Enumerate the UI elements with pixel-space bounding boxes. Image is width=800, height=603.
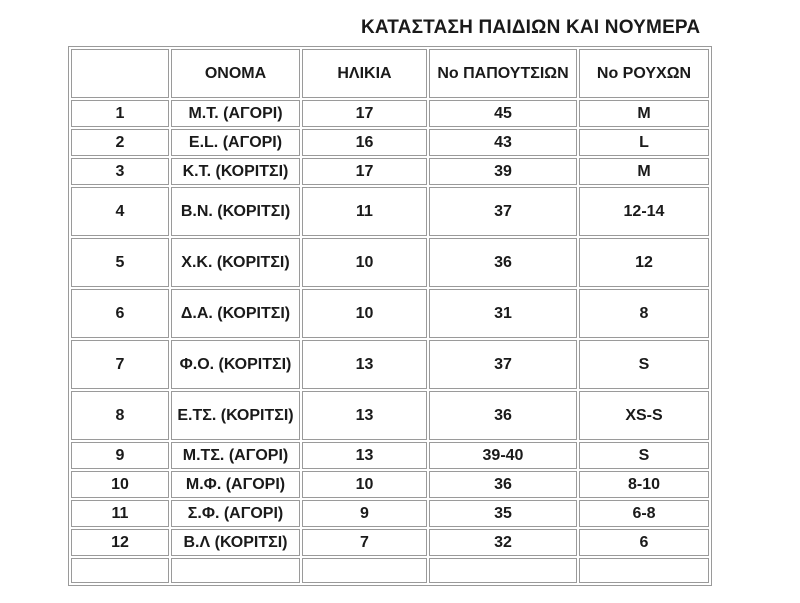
header-index: [71, 49, 169, 98]
row-shoe-size: 39: [429, 158, 577, 185]
row-shoe-size: 37: [429, 187, 577, 236]
table-row: [71, 187, 709, 236]
row-clothes-size: L: [579, 129, 709, 156]
table-row: [71, 442, 709, 469]
row-index: 9: [71, 442, 169, 469]
row-clothes-size: S: [579, 340, 709, 389]
row-age: 7: [302, 529, 427, 556]
row-name: [171, 558, 300, 583]
row-index: [71, 558, 169, 583]
table-header-row: [71, 49, 709, 98]
row-age: 13: [302, 391, 427, 440]
row-name: Β.Ν. (ΚΟΡΙΤΣΙ): [171, 187, 300, 236]
row-age: 13: [302, 340, 427, 389]
table-row: [71, 500, 709, 527]
row-name: Μ.Τ. (ΑΓΟΡΙ): [171, 100, 300, 127]
row-clothes-size: 12: [579, 238, 709, 287]
row-index: 5: [71, 238, 169, 287]
table-row: [71, 289, 709, 338]
row-index: 6: [71, 289, 169, 338]
row-index: 10: [71, 471, 169, 498]
row-name: Δ.Α. (ΚΟΡΙΤΣΙ): [171, 289, 300, 338]
row-shoe-size: 35: [429, 500, 577, 527]
row-age: 17: [302, 158, 427, 185]
row-shoe-size: 45: [429, 100, 577, 127]
row-age: [302, 558, 427, 583]
row-clothes-size: 6: [579, 529, 709, 556]
row-clothes-size: M: [579, 100, 709, 127]
table-row: [71, 100, 709, 127]
row-shoe-size: 43: [429, 129, 577, 156]
row-clothes-size: 6-8: [579, 500, 709, 527]
row-age: 10: [302, 471, 427, 498]
row-clothes-size: [579, 558, 709, 583]
header-name: ΟΝΟΜΑ: [171, 49, 300, 98]
row-name: Ε.L. (ΑΓΟΡΙ): [171, 129, 300, 156]
table-row: [71, 529, 709, 556]
header-age: ΗΛΙΚΙΑ: [302, 49, 427, 98]
table-row: [71, 158, 709, 185]
row-index: 12: [71, 529, 169, 556]
row-age: 17: [302, 100, 427, 127]
table-row: [71, 391, 709, 440]
row-shoe-size: 36: [429, 238, 577, 287]
row-shoe-size: 39-40: [429, 442, 577, 469]
row-clothes-size: S: [579, 442, 709, 469]
row-name: Σ.Φ. (ΑΓΟΡΙ): [171, 500, 300, 527]
row-name: Χ.Κ. (ΚΟΡΙΤΣΙ): [171, 238, 300, 287]
page-title: ΚΑΤΑΣΤΑΣΗ ΠΑΙΔΙΩΝ ΚΑΙ ΝΟΥΜΕΡΑ: [361, 17, 701, 38]
row-shoe-size: 36: [429, 471, 577, 498]
row-age: 13: [302, 442, 427, 469]
row-name: Ε.ΤΣ. (ΚΟΡΙΤΣΙ): [171, 391, 300, 440]
row-name: Β.Λ (ΚΟΡΙΤΣΙ): [171, 529, 300, 556]
row-clothes-size: XS-S: [579, 391, 709, 440]
table-row: [71, 129, 709, 156]
table-row: [71, 340, 709, 389]
table-row: [71, 238, 709, 287]
row-shoe-size: 31: [429, 289, 577, 338]
row-name: Μ.ΤΣ. (ΑΓΟΡΙ): [171, 442, 300, 469]
row-shoe-size: 32: [429, 529, 577, 556]
children-sizes-table: [68, 46, 712, 586]
header-clothes-size: No ΡΟΥΧΩΝ: [579, 49, 709, 98]
row-shoe-size: 36: [429, 391, 577, 440]
row-clothes-size: M: [579, 158, 709, 185]
row-index: 8: [71, 391, 169, 440]
row-name: Κ.Τ. (ΚΟΡΙΤΣΙ): [171, 158, 300, 185]
row-name: Φ.Ο. (ΚΟΡΙΤΣΙ): [171, 340, 300, 389]
row-age: 16: [302, 129, 427, 156]
row-index: 2: [71, 129, 169, 156]
row-clothes-size: 8-10: [579, 471, 709, 498]
row-index: 7: [71, 340, 169, 389]
row-clothes-size: 12-14: [579, 187, 709, 236]
row-index: 4: [71, 187, 169, 236]
row-age: 11: [302, 187, 427, 236]
table-row: [71, 471, 709, 498]
row-age: 10: [302, 289, 427, 338]
row-shoe-size: 37: [429, 340, 577, 389]
row-shoe-size: [429, 558, 577, 583]
row-name: Μ.Φ. (ΑΓΟΡΙ): [171, 471, 300, 498]
table-row-empty: [71, 558, 709, 583]
row-index: 1: [71, 100, 169, 127]
row-clothes-size: 8: [579, 289, 709, 338]
header-shoe-size: No ΠΑΠΟΥΤΣΙΩΝ: [429, 49, 577, 98]
row-age: 10: [302, 238, 427, 287]
row-index: 3: [71, 158, 169, 185]
row-age: 9: [302, 500, 427, 527]
row-index: 11: [71, 500, 169, 527]
